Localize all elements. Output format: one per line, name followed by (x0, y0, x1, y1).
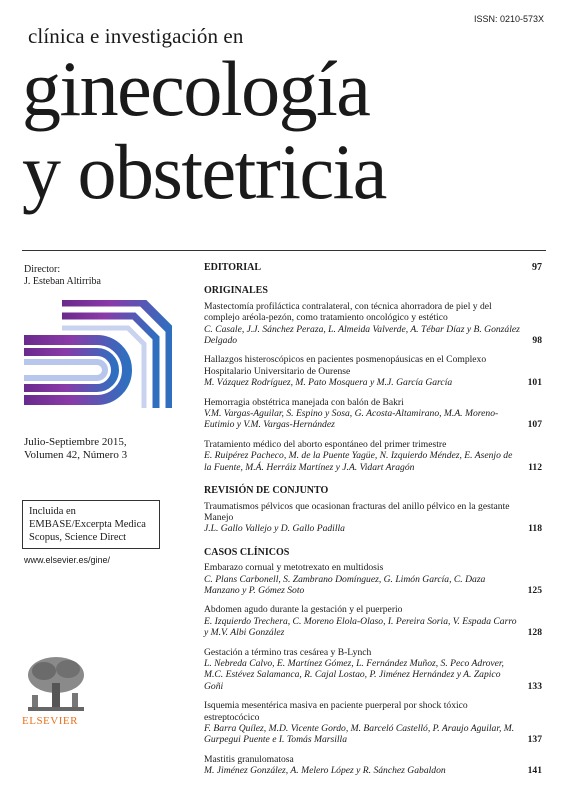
toc-article[interactable] (204, 397, 542, 431)
toc-section-label: EDITORIAL (204, 262, 262, 273)
toc-page: 98 (532, 335, 542, 347)
toc-article-authors: M. Vázquez Rodríguez, M. Pato Mosquera y M.J. García García (204, 377, 453, 389)
issue-volume: Volumen 42, Número 3 (24, 449, 128, 461)
toc-article[interactable] (204, 354, 542, 388)
toc-article[interactable] (204, 754, 542, 777)
toc-article-title: Traumatismos pélvicos que ocasionan fracturas del anillo pélvico en la gestante Manejo (204, 500, 510, 523)
toc-page: 128 (527, 627, 542, 639)
toc-page: 118 (528, 523, 542, 535)
journal-pretitle: clínica e investigación en (28, 24, 244, 48)
toc-article[interactable] (204, 700, 542, 746)
indexing-line: EMBASE/Excerpta Medica (29, 519, 146, 530)
toc-article-title: Isquemia mesentérica masiva en paciente puerperal por shock tóxico estreptocócico (204, 700, 468, 723)
header-divider (22, 250, 546, 251)
toc-article-authors: E. Izquierdo Trechera, C. Moreno Elola-Olaso, I. Pereira Soria, V. Espada Carro y M.V. Albi González (204, 615, 517, 639)
toc-page: 101 (527, 377, 542, 389)
toc-page: 133 (527, 680, 542, 692)
toc-article[interactable] (204, 647, 542, 693)
toc-article-authors: M. Jiménez González, A. Melero López y R. Sánchez Gabaldon (204, 765, 446, 777)
toc-article-authors: V.M. Vargas-Aguilar, S. Espino y Sosa, G. Acosta-Altamirano, M.A. Moreno-Eutimio y V.M. Vargas-Hernández (204, 408, 499, 431)
toc-article-title: Mastitis granulomatosa (204, 753, 294, 765)
toc-page: 141 (527, 765, 542, 777)
journal-url-link[interactable]: www.elsevier.es/gine/ (24, 555, 111, 565)
toc-article[interactable] (204, 562, 542, 596)
table-of-contents (204, 262, 542, 785)
toc-page: 125 (527, 584, 542, 596)
toc-section-label: ORIGINALES (204, 285, 268, 297)
toc-article[interactable] (204, 501, 542, 535)
toc-article-authors: F. Barra Quílez, M.D. Vicente Gordo, M. Barceló Castelló, P. Araujo Aguilar, M. Gurpegui Puente e I. Tomás Marsilla (204, 723, 515, 746)
toc-article-authors: C. Plans Carbonell, S. Zambrano Domínguez, G. Limón García, C. Daza Manzano y P. Gómez Soto (204, 573, 486, 596)
director-label: Director: (24, 264, 61, 275)
toc-article[interactable] (204, 439, 542, 473)
toc-editorial[interactable] (204, 262, 542, 273)
toc-page: 112 (528, 461, 542, 473)
toc-page: 107 (527, 419, 542, 431)
toc-article-title: Hallazgos histeroscópicos en pacientes posmenopáusicas en el Complexo Hospitalario Universitario de Ourense (204, 354, 487, 377)
director-name: J. Esteban Altirriba (24, 276, 101, 287)
toc-article-authors: E. Ruipérez Pacheco, M. de la Puente Yagüe, N. Izquierdo Méndez, E. Asenjo de la Fuente, M.Á. Herráiz Martínez y J.A. Vidart Aragón (204, 450, 513, 473)
toc-page: 97 (532, 262, 542, 273)
toc-article-title: Embarazo cornual y metotrexato en multidosis (204, 562, 384, 574)
toc-section-label: REVISIÓN DE CONJUNTO (204, 485, 329, 497)
toc-article-title: Abdomen agudo durante la gestación y el puerperio (204, 604, 403, 616)
toc-article[interactable] (204, 301, 542, 347)
toc-article-title: Gestación a término tras cesárea y B-Lynch (204, 646, 372, 658)
toc-section-label: CASOS CLÍNICOS (204, 546, 290, 558)
toc-article-authors: L. Nebreda Calvo, E. Martínez Gómez, L. Fernández Muñoz, S. Peco Adrover, M.C. Estévez Salamanca, R. Cajal Lostao, P. Jiménez Hernández y A. Zapico Goñi (204, 657, 504, 692)
issn-label: ISSN: 0210-573X (473, 14, 544, 24)
issue-info (24, 436, 127, 462)
indexing-line: Incluida en (29, 506, 76, 517)
toc-article-title: Hemorragia obstétrica manejada con balón de Bakri (204, 396, 404, 408)
journal-title-line2: y obstetricia (22, 128, 386, 215)
publisher-logo: ELSEVIER (22, 715, 78, 727)
toc-article-title: Mastectomía profiláctica contralateral, con técnica ahorradora de piel y del complejo aréola-pezón, como tratamiento oncológico y estético (204, 300, 492, 324)
director-block (24, 264, 101, 288)
journal-logo-icon (22, 300, 172, 410)
toc-article-authors: C. Casale, J.J. Sánchez Peraza, L. Almeida Valverde, A. Tébar Díaz y B. González Delgado (204, 323, 520, 347)
toc-article-title: Tratamiento médico del aborto espontáneo del primer trimestre (204, 438, 447, 450)
issue-date: Julio-Septiembre 2015, (24, 436, 127, 448)
indexing-line: Scopus, Science Direct (29, 532, 127, 543)
toc-article[interactable] (204, 604, 542, 638)
indexing-box (22, 500, 160, 549)
toc-page: 137 (527, 734, 542, 746)
elsevier-tree-icon (22, 655, 90, 713)
toc-article-authors: J.L. Gallo Vallejo y D. Gallo Padilla (204, 523, 345, 535)
journal-title-line1: ginecología (22, 45, 370, 132)
